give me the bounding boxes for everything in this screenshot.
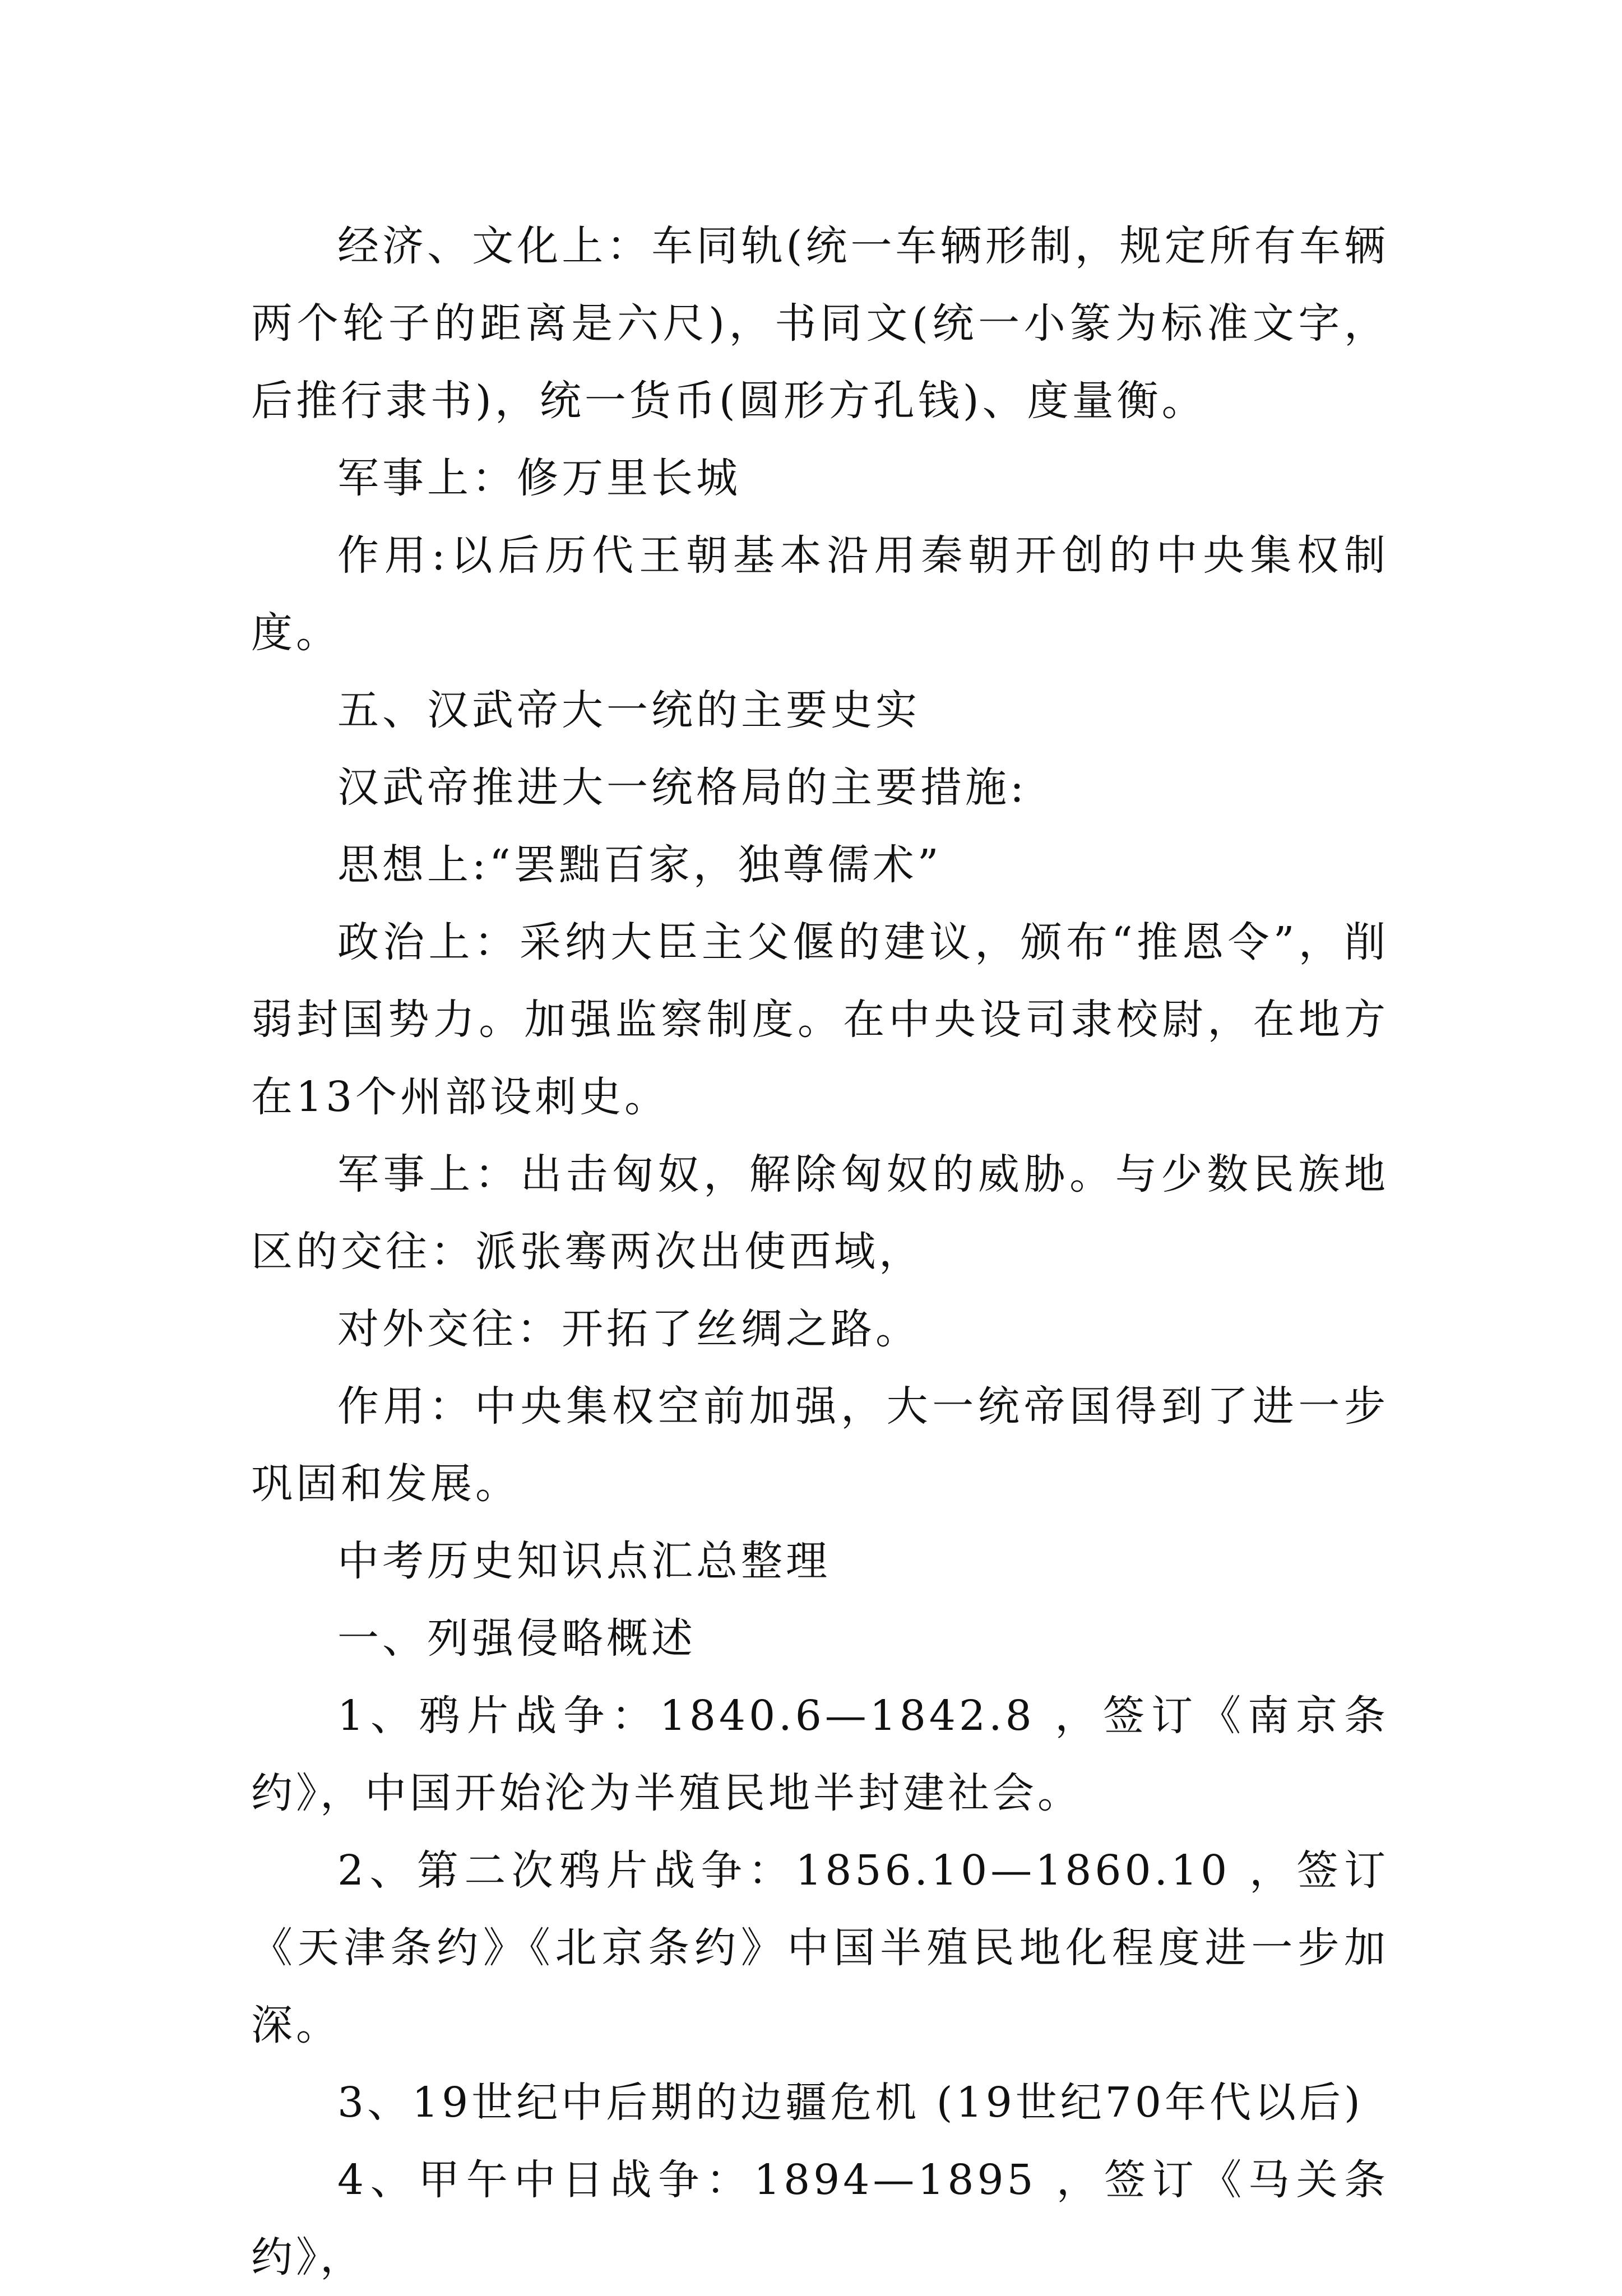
list-item-second-opium-war: 2、第二次鸦片战争：1856.10—1860.10 ，签订《天津条约》《北京条约》中国半殖民地化程度进一步加深。 [251, 1846, 1389, 2049]
paragraph-military-han: 军事上：出击匈奴，解除匈奴的威胁。与少数民族地区的交往：派张骞两次出使西域， [251, 1150, 1389, 1276]
paragraph-military-qin: 军事上：修万里长城 [337, 454, 741, 502]
paragraph-politics: 政治上：采纳大臣主父偃的建议，颁布“推恩令”，削弱封国势力。加强监察制度。在中央设司隶校尉，在地方在13个州部设刺史。 [251, 918, 1389, 1121]
paragraph-effect-qin: 作用:以后历代王朝基本沿用秦朝开创的中央集权制度。 [251, 531, 1389, 657]
paragraph-han-measures-intro: 汉武帝推进大一统格局的主要措施: [337, 763, 1027, 812]
list-item-opium-war: 1、鸦片战争：1840.6—1842.8 ，签订《南京条约》，中国开始沦为半殖民地半封建社会。 [251, 1692, 1389, 1817]
paragraph-econ-culture: 经济、文化上：车同轨(统一车辆形制，规定所有车辆两个轮子的距离是六尺)，书同文(统一小篆为标准文字，后推行隶书)，统一货币(圆形方孔钱)、度量衡。 [251, 222, 1389, 425]
list-item-frontier-crisis: 3、19世纪中后期的边疆危机 (19世纪70年代以后) [337, 2079, 1364, 2127]
section-heading-imperialism: 一、列强侵略概述 [337, 1614, 696, 1663]
list-item-sino-japanese-war: 4、甲午中日战争：1894—1895 ，签订《马关条约》， [251, 2156, 1389, 2281]
document-title-summary: 中考历史知识点汇总整理 [337, 1537, 831, 1585]
paragraph-thought: 思想上:“罢黜百家，独尊儒术” [337, 841, 942, 889]
document-body [251, 207, 1389, 2296]
paragraph-foreign-relations: 对外交往：开拓了丝绸之路。 [337, 1305, 920, 1353]
paragraph-effect-han: 作用：中央集权空前加强，大一统帝国得到了进一步巩固和发展。 [251, 1382, 1389, 1508]
section-heading-han-wudi: 五、汉武帝大一统的主要史实 [337, 686, 920, 734]
